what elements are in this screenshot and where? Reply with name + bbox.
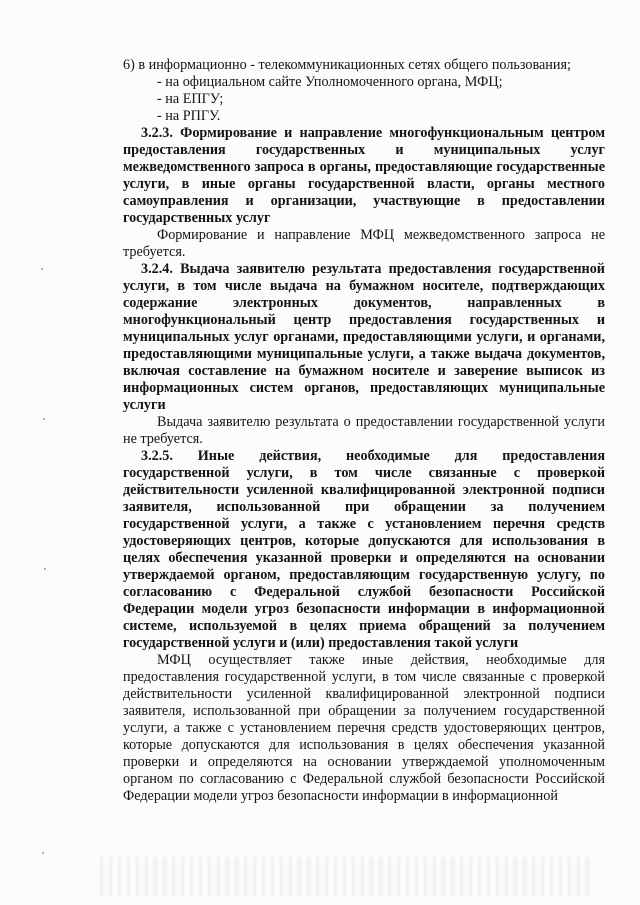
section-3-2-3-heading: 3.2.3. Формирование и направление многофункциональным центром предоставления государственных и муниципальных услуг межведомственного запроса в органы, предоставляющие государственные услуги, в иные органы государственной власти, органы местного самоуправления и организации, участвующие в предоставлении государственных услуг xyxy=(123,125,605,226)
scan-speck xyxy=(44,568,46,570)
section-3-2-3-body: Формирование и направление МФЦ межведомственного запроса не требуется. xyxy=(123,227,605,260)
list-item: - на РПГУ. xyxy=(157,108,221,124)
faded-scan-text xyxy=(100,857,590,897)
scan-speck xyxy=(41,268,43,270)
document-body xyxy=(123,57,605,805)
list-item: - на ЕПГУ; xyxy=(157,91,224,107)
section-3-2-4-heading: 3.2.4. Выдача заявителю результата предоставления государственной услуги, в том числе выдача на бумажном носителе, подтверждающих содержание электронных документов, направленных в многофункциональный центр предоставления государственных и муниципальных услуг органами, предоставляющими услуги, и органами, предоставляющими муниципальные услуги, а также выдача документов, включая составление на бумажном носителе и заверение выписок из информационных систем органов, предоставляющих муниципальные услуги xyxy=(123,261,605,413)
scan-speck xyxy=(42,852,44,854)
section-3-2-4-body: Выдача заявителю результата о предоставлении государственной услуги не требуется. xyxy=(123,414,605,447)
section-3-2-5-body: МФЦ осуществляет также иные действия, необходимые для предоставления государственной услуги, в том числе связанные с проверкой действительности усиленной квалифицированной электронной подписи заявителя, использованной при обращении за получением государственной услуги, а также с установлением перечня средств удостоверяющих центров, которые допускаются для использования в целях обеспечения указанной проверки и определяются на основании утверждаемой уполномоченным органом по согласованию с Федеральной службой безопасности Российской Федерации модели угроз безопасности информации в информационной xyxy=(123,652,605,804)
item6-intro: 6) в информационно - телекоммуникационных сетях общего пользования; xyxy=(123,57,571,73)
publication-channel-list xyxy=(123,74,605,125)
list-item: - на официальном сайте Уполномоченного органа, МФЦ; xyxy=(157,74,503,90)
section-3-2-5-heading: 3.2.5. Иные действия, необходимые для предоставления государственной услуги, в том числе связанные с проверкой действительности усиленной квалифицированной электронной подписи заявителя, использованной при обращении за получением государственной услуги, а также с установлением перечня средств удостоверяющих центров, которые допускаются для использования в целях обеспечения указанной проверки и определяются на основании утверждаемой органом, предоставляющим государственную услугу, по согласованию с Федеральной службой безопасности Российской Федерации модели угроз безопасности информации в информационной системе, используемой в целях приема обращений за получением государственной услуги и (или) предоставления такой услуги xyxy=(123,448,605,651)
scan-speck xyxy=(43,418,45,420)
